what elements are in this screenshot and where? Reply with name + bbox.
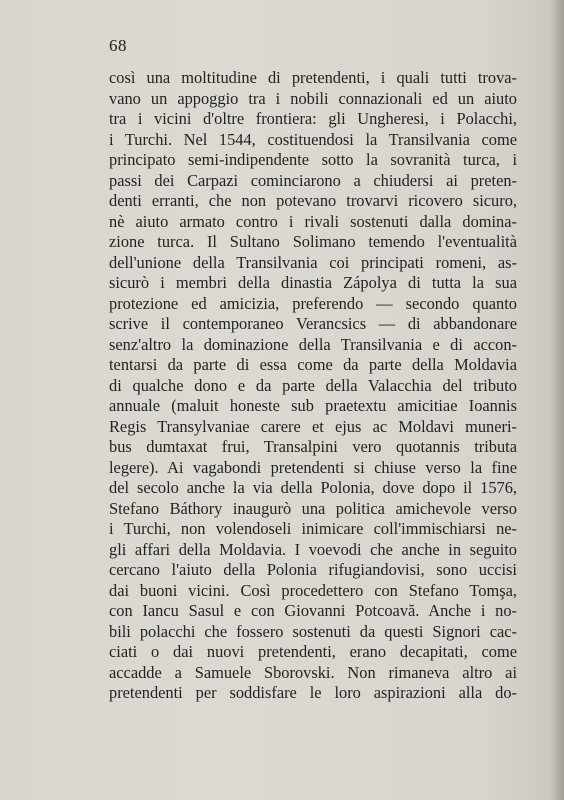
text-line: principato semi-indipendente sotto la sovranità turca, i: [109, 150, 517, 169]
text-line: annuale (maluit honeste sub praetextu amicitiae Ioannis: [109, 396, 517, 415]
text-line: dell'unione della Transilvania coi principati romeni, as-: [109, 252, 517, 272]
text-line: senz'altro la dominazione della Transilvania e di accon-: [109, 334, 517, 354]
text-line: tentarsi da parte di essa come da parte della Moldavia: [109, 355, 517, 374]
text-line: del secolo anche la via della Polonia, dove dopo il 1576,: [109, 478, 517, 497]
body-text: [109, 68, 517, 704]
text-line: gli affari della Moldavia. I voevodi che anche in seguito: [109, 539, 517, 559]
text-line: nè aiuto armato contro i rivali sostenuti dalla domina-: [109, 211, 517, 231]
text-line: Stefano Báthory inaugurò una politica amichevole verso: [109, 498, 517, 518]
text-line: ciati o dai nuovi pretendenti, erano decapitati, come: [109, 642, 517, 661]
text-line: con Iancu Sasul e con Giovanni Potcoavă. Anche i no-: [109, 601, 517, 620]
text-line: vano un appoggio tra i nobili connazionali ed un aiuto: [109, 88, 517, 108]
page-number: 68: [109, 36, 127, 55]
text-line: di qualche dono e da parte della Valacchia del tributo: [109, 375, 517, 395]
text-line: scrive il contemporaneo Verancsics — di abbandonare: [109, 314, 517, 333]
text-line: bili polacchi che fossero sostenuti da questi Signori cac-: [109, 621, 517, 641]
text-line: zione turca. Il Sultano Solimano temendo l'eventualità: [109, 232, 517, 251]
text-line: denti erranti, che non potevano trovarvi ricovero sicuro,: [109, 191, 517, 210]
text-line: passi dei Carpazi cominciarono a chiudersi ai preten-: [109, 170, 517, 190]
text-line: dai buoni vicini. Così procedettero con Stefano Tomşa,: [109, 580, 517, 600]
text-line: Regis Transylvaniae carere et ejus ac Moldavi muneri-: [109, 416, 517, 436]
text-line: bus dumtaxat frui, Transalpini vero quotannis tributa: [109, 437, 517, 456]
text-line: pretendenti per soddisfare le loro aspirazioni alla do-: [109, 683, 517, 702]
text-line: accadde a Samuele Sborovski. Non rimaneva altro ai: [109, 662, 517, 682]
text-line: tra i vicini d'oltre frontiera: gli Ungheresi, i Polacchi,: [109, 109, 517, 128]
text-line: cercano l'aiuto della Polonia rifugiandovisi, sono uccisi: [109, 560, 517, 579]
text-line: sicurò i membri della dinastia Zápolya di tutta la sua: [109, 273, 517, 292]
text-line: legere). Ai vagabondi pretendenti si chiuse verso la fine: [109, 457, 517, 477]
text-line: i Turchi. Nel 1544, costituendosi la Transilvania come: [109, 129, 517, 149]
page-edge-shadow: [550, 0, 564, 800]
text-line: protezione ed amicizia, preferendo — secondo quanto: [109, 293, 517, 313]
text-line: così una moltitudine di pretendenti, i quali tutti trova-: [109, 68, 517, 87]
text-line: i Turchi, non volendoseli inimicare coll'immischiarsi ne-: [109, 519, 517, 538]
